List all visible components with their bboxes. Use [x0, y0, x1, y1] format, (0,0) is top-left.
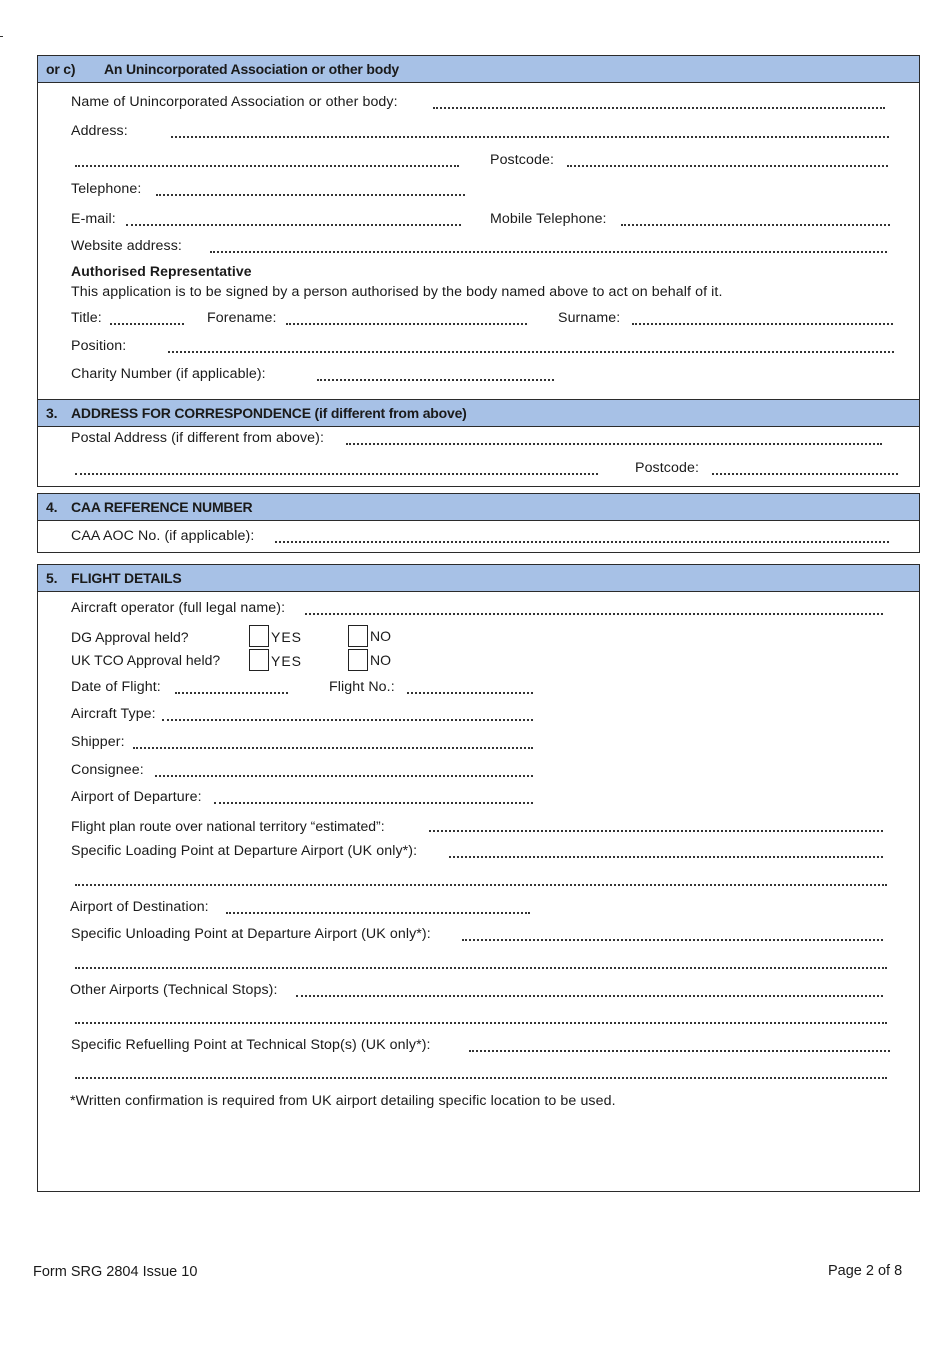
other-airports-field-line2[interactable] — [75, 1021, 887, 1024]
section-correspondence-address — [37, 399, 920, 487]
refuelling-point-label: Specific Refuelling Point at Technical Stop(s) (UK only*): — [71, 1037, 431, 1053]
dg-no-label: NO — [370, 628, 391, 644]
position-label: Position: — [71, 338, 127, 354]
unloading-point-field-line2[interactable] — [75, 966, 887, 969]
mobile-label: Mobile Telephone: — [490, 211, 607, 227]
title-field[interactable] — [110, 322, 184, 325]
aircraft-type-label: Aircraft Type: — [71, 706, 156, 722]
loading-point-label: Specific Loading Point at Departure Airport (UK only*): — [71, 843, 418, 859]
address-field-line2[interactable] — [75, 164, 459, 167]
section-header — [38, 565, 919, 592]
route-field[interactable] — [429, 829, 883, 832]
dg-yes-checkbox[interactable] — [249, 625, 269, 647]
section-unincorporated-association — [37, 55, 920, 400]
charity-field[interactable] — [317, 378, 554, 381]
postcode-label: Postcode: — [635, 460, 699, 476]
section-title: CAA REFERENCE NUMBER — [71, 499, 253, 515]
forename-field[interactable] — [286, 322, 527, 325]
unloading-point-field-line1[interactable] — [462, 938, 883, 941]
rep-text: This application is to be signed by a person authorised by the body named above to act on behalf of it. — [71, 284, 723, 300]
forename-label: Forename: — [207, 310, 277, 326]
charity-label: Charity Number (if applicable): — [71, 366, 266, 382]
page-corner-mark — [0, 36, 3, 37]
name-label: Name of Unincorporated Association or other body: — [71, 94, 398, 110]
postcode-field[interactable] — [712, 472, 898, 475]
postcode-label: Postcode: — [490, 152, 554, 168]
tco-no-label: NO — [370, 652, 391, 668]
refuelling-point-field-line2[interactable] — [75, 1076, 887, 1079]
email-field[interactable] — [126, 223, 461, 226]
flight-no-label: Flight No.: — [329, 679, 395, 695]
section-header — [38, 400, 919, 427]
postal-address-field-line2[interactable] — [75, 472, 598, 475]
refuelling-point-field-line1[interactable] — [469, 1049, 890, 1052]
surname-label: Surname: — [558, 310, 621, 326]
position-field[interactable] — [168, 350, 894, 353]
destination-airport-label: Airport of Destination: — [70, 899, 209, 915]
postal-address-field-line1[interactable] — [346, 442, 882, 445]
surname-field[interactable] — [632, 322, 893, 325]
section-caa-reference — [37, 493, 920, 553]
unloading-point-label: Specific Unloading Point at Departure Airport (UK only*): — [71, 926, 431, 942]
name-field[interactable] — [433, 106, 885, 109]
other-airports-label: Other Airports (Technical Stops): — [70, 982, 278, 998]
footnote: *Written confirmation is required from UK airport detailing specific location to be used. — [70, 1093, 616, 1109]
tco-yes-checkbox[interactable] — [249, 649, 269, 671]
consignee-field[interactable] — [155, 774, 533, 777]
loading-point-field-line1[interactable] — [449, 855, 883, 858]
dg-no-checkbox[interactable] — [348, 625, 368, 647]
section-title: FLIGHT DETAILS — [71, 570, 182, 586]
departure-airport-field[interactable] — [214, 801, 533, 804]
telephone-field[interactable] — [156, 193, 465, 196]
section-title: ADDRESS FOR CORRESPONDENCE (if different from above) — [71, 405, 467, 421]
address-label: Address: — [71, 123, 128, 139]
postal-address-label: Postal Address (if different from above): — [71, 430, 325, 446]
tco-approval-label: UK TCO Approval held? — [71, 652, 221, 668]
section-number: or c) — [46, 61, 76, 77]
section-header — [38, 494, 919, 521]
consignee-label: Consignee: — [71, 762, 144, 778]
email-label: E-mail: — [71, 211, 116, 227]
postcode-field[interactable] — [567, 164, 888, 167]
shipper-field[interactable] — [133, 746, 533, 749]
operator-label: Aircraft operator (full legal name): — [71, 600, 286, 616]
flight-no-field[interactable] — [407, 691, 533, 694]
shipper-label: Shipper: — [71, 734, 125, 750]
address-field-line1[interactable] — [171, 135, 889, 138]
other-airports-field-line1[interactable] — [296, 994, 883, 997]
form-identifier: Form SRG 2804 Issue 10 — [33, 1264, 198, 1280]
departure-airport-label: Airport of Departure: — [71, 789, 202, 805]
telephone-label: Telephone: — [71, 181, 142, 197]
destination-airport-field[interactable] — [226, 911, 530, 914]
tco-no-checkbox[interactable] — [348, 649, 368, 671]
aircraft-type-field[interactable] — [162, 718, 533, 721]
dg-approval-label: DG Approval held? — [71, 629, 189, 645]
date-of-flight-label: Date of Flight: — [71, 679, 161, 695]
aoc-label: CAA AOC No. (if applicable): — [71, 528, 255, 544]
loading-point-field-line2[interactable] — [75, 883, 887, 886]
section-number: 3. — [46, 405, 58, 421]
section-number: 4. — [46, 499, 58, 515]
dg-yes-label: YES — [271, 629, 303, 645]
aoc-field[interactable] — [275, 540, 889, 543]
operator-field[interactable] — [305, 612, 883, 615]
page-number: Page 2 of 8 — [828, 1263, 903, 1279]
section-header — [38, 56, 919, 83]
title-label: Title: — [71, 310, 102, 326]
section-title: An Unincorporated Association or other body — [104, 61, 400, 77]
tco-yes-label: YES — [271, 653, 303, 669]
rep-heading: Authorised Representative — [71, 263, 252, 279]
section-number: 5. — [46, 570, 58, 586]
date-of-flight-field[interactable] — [175, 691, 288, 694]
mobile-field[interactable] — [621, 223, 890, 226]
website-field[interactable] — [210, 250, 887, 253]
website-label: Website address: — [71, 238, 182, 254]
route-label: Flight plan route over national territory “estimated”: — [71, 818, 385, 834]
section-flight-details — [37, 564, 920, 1192]
